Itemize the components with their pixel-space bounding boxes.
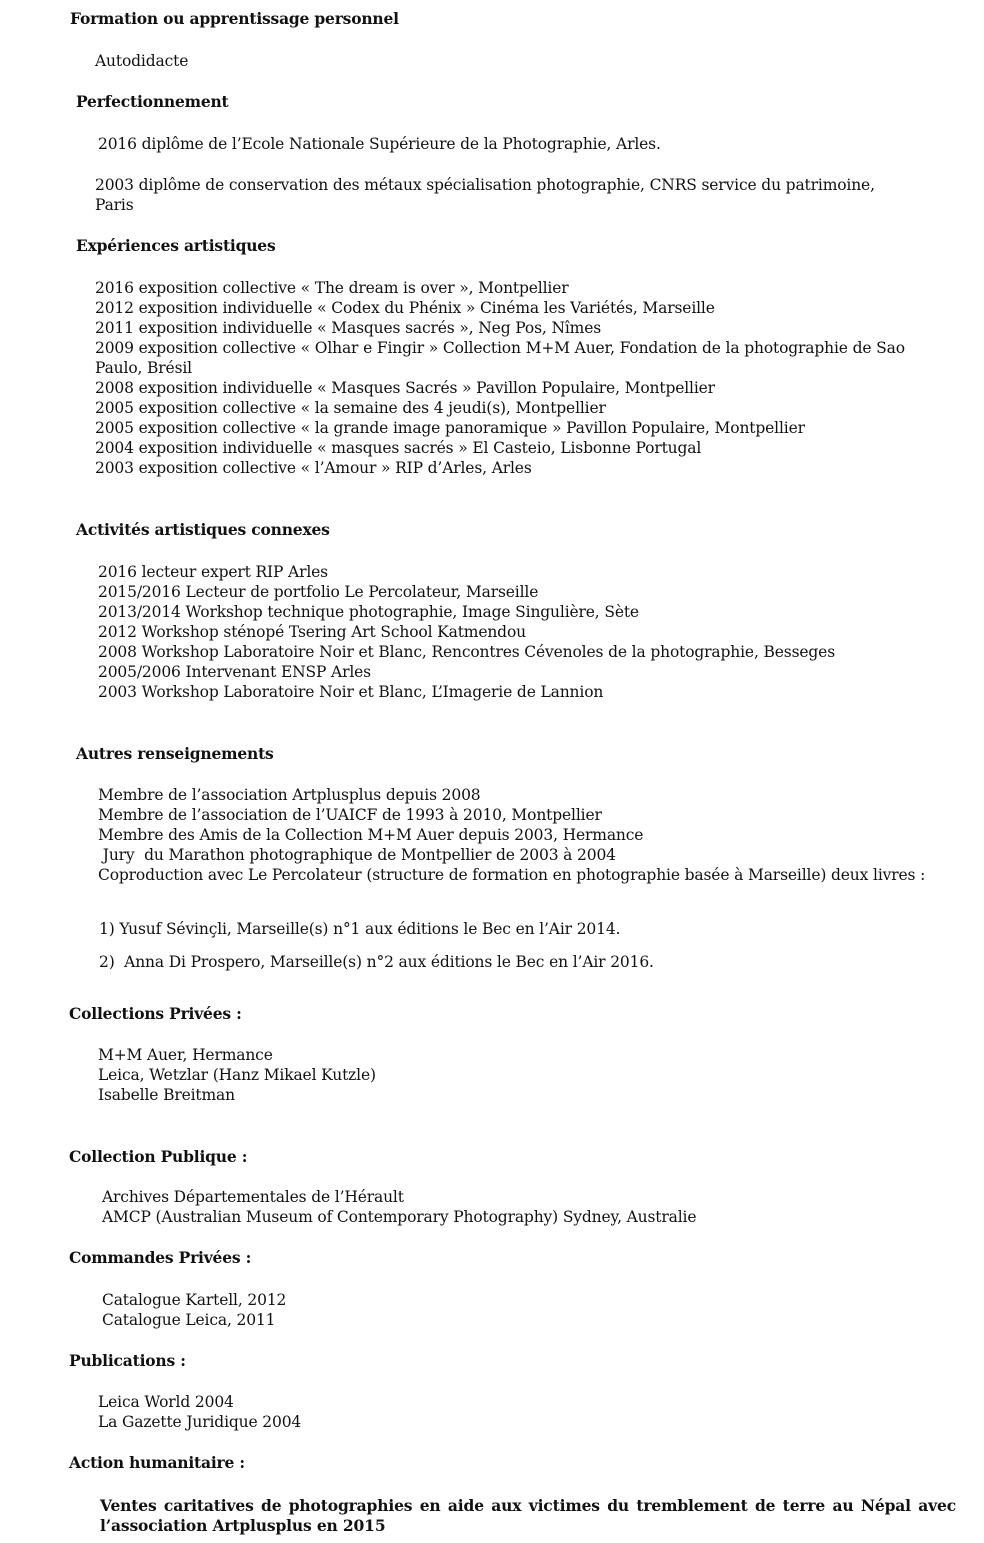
list-item: 2015/2016 Lecteur de portfolio Le Percolateur, Marseille: [98, 583, 539, 601]
commandes-list: [102, 1290, 286, 1330]
heading-autres: Autres renseignements: [76, 744, 274, 763]
list-item: AMCP (Australian Museum of Contemporary Photography) Sydney, Australie: [102, 1208, 697, 1226]
list-item: 2011 exposition individuelle « Masques sacrés », Neg Pos, Nîmes: [95, 319, 602, 337]
list-item: Leica World 2004: [98, 1393, 234, 1411]
experiences-list: [95, 278, 905, 478]
list-item: 2009 exposition collective « Olhar e Fingir » Collection M+M Auer, Fondation de la photographie de Sao: [95, 339, 905, 357]
heading-collections-privees: Collections Privées :: [69, 1004, 242, 1023]
list-item: 2003 exposition collective « l’Amour » RIP d’Arles, Arles: [95, 459, 532, 477]
list-item: 2005 exposition collective « la grande image panoramique » Pavillon Populaire, Montpellier: [95, 419, 805, 437]
list-item: Membre de l’association de l’UAICF de 1993 à 2010, Montpellier: [98, 806, 602, 824]
heading-formation: Formation ou apprentissage personnel: [70, 9, 399, 28]
list-item: 2008 exposition individuelle « Masques Sacrés » Pavillon Populaire, Montpellier: [95, 379, 715, 397]
perfectionnement-item: 2016 diplôme de l’Ecole Nationale Supérieure de la Photographie, Arles.: [98, 135, 661, 153]
list-item: Catalogue Kartell, 2012: [102, 1291, 287, 1309]
livre-item: 1) Yusuf Sévinçli, Marseille(s) n°1 aux éditions le Bec en l’Air 2014.: [99, 920, 621, 938]
autres-list: [98, 785, 643, 865]
list-item: Membre de l’association Artplusplus depuis 2008: [98, 786, 481, 804]
collection-publique-list: [102, 1187, 696, 1227]
list-item: 2012 Workshop sténopé Tsering Art School Katmendou: [98, 623, 526, 641]
heading-perfectionnement: Perfectionnement: [76, 92, 229, 111]
list-item: 2016 exposition collective « The dream is over », Montpellier: [95, 279, 569, 297]
list-item: Membre des Amis de la Collection M+M Auer depuis 2003, Hermance: [98, 826, 644, 844]
livre-item: 2) Anna Di Prospero, Marseille(s) n°2 aux éditions le Bec en l’Air 2016.: [99, 953, 654, 971]
activites-list: [98, 562, 835, 702]
perfectionnement-item: Paris: [95, 196, 134, 214]
coproduction-text: Coproduction avec Le Percolateur (structure de formation en photographie basée à Marseille) deux livres :: [98, 866, 926, 884]
collections-privees-list: [98, 1045, 376, 1105]
heading-collection-publique: Collection Publique :: [69, 1147, 248, 1166]
list-item: Paulo, Brésil: [95, 359, 192, 377]
heading-commandes: Commandes Privées :: [69, 1248, 252, 1267]
list-item: 2005 exposition collective « la semaine des 4 jeudi(s), Montpellier: [95, 399, 606, 417]
list-item: 2016 lecteur expert RIP Arles: [98, 563, 328, 581]
heading-publications: Publications :: [69, 1351, 186, 1370]
perfectionnement-item: 2003 diplôme de conservation des métaux spécialisation photographie, CNRS service du patrimoine,: [95, 176, 875, 194]
list-item: M+M Auer, Hermance: [98, 1046, 273, 1064]
list-item: Isabelle Breitman: [98, 1086, 235, 1104]
list-item: Jury du Marathon photographique de Montpellier de 2003 à 2004: [98, 846, 616, 864]
list-item: 2004 exposition individuelle « masques sacrés » El Casteio, Lisbonne Portugal: [95, 439, 702, 457]
list-item: Catalogue Leica, 2011: [102, 1311, 276, 1329]
list-item: La Gazette Juridique 2004: [98, 1413, 302, 1431]
list-item: Leica, Wetzlar (Hanz Mikael Kutzle): [98, 1066, 376, 1084]
publications-list: [98, 1392, 301, 1432]
heading-experiences: Expériences artistiques: [76, 236, 276, 255]
list-item: 2012 exposition individuelle « Codex du Phénix » Cinéma les Variétés, Marseille: [95, 299, 715, 317]
list-item: 2003 Workshop Laboratoire Noir et Blanc, L’Imagerie de Lannion: [98, 683, 604, 701]
heading-activites: Activités artistiques connexes: [76, 520, 330, 539]
heading-humanitaire: Action humanitaire :: [69, 1453, 245, 1472]
humanitaire-text: Ventes caritatives de photographies en aide aux victimes du tremblement de terre au Népal avec l’association Artplusplus en 2015: [100, 1496, 956, 1535]
list-item: 2005/2006 Intervenant ENSP Arles: [98, 663, 371, 681]
list-item: 2008 Workshop Laboratoire Noir et Blanc, Rencontres Cévenoles de la photographie, Besseges: [98, 643, 835, 661]
formation-text: Autodidacte: [95, 52, 189, 70]
list-item: Archives Départementales de l’Hérault: [102, 1188, 404, 1206]
list-item: 2013/2014 Workshop technique photographie, Image Singulière, Sète: [98, 603, 639, 621]
